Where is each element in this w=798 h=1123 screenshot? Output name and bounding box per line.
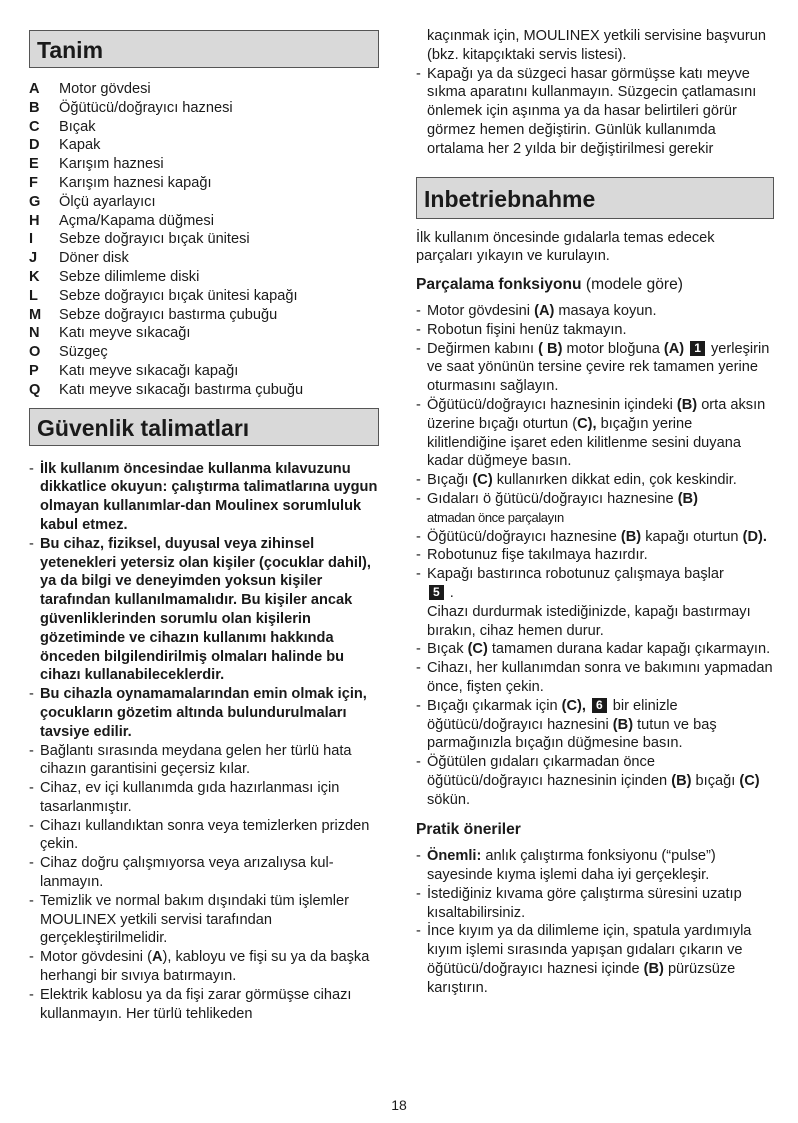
legend-key: B bbox=[29, 99, 40, 116]
step-item: - Öğütücü/doğrayıcı haznesinin içindeki (B) orta aksın üzerine bıçağı oturtun (C), bıçağın yerine kilitlendiğine işaret eden kilitlenme sesini duyana kadar düğmeye basın. bbox=[416, 396, 766, 470]
legend-item bbox=[29, 287, 379, 306]
safety-item-bold-2: - Bu cihaz, fiziksel, duyusal veya zihinsel yetenekleri yetersiz olan kişiler (çocuklar dahil), ya da bilgi ve deneyimden yoksun kişiler tarafından kullanılmamalıdır. Bu kişiler ancak güvenliklerinden sorumlu olan kişilerin gözetiminde ve cihazın kullanımı hakkında önceden bilgilendirilmiş olmaları halinde bu cihazı kullanabileceklerdir. bbox=[29, 535, 371, 684]
guvenlik-heading: Güvenlik talimatları bbox=[29, 408, 379, 446]
safety-item-continued: kaçınmak için, MOULINEX yetkili servisine başvurun (bkz. kitapçıktaki servis listesi). bbox=[427, 28, 767, 63]
step-item: - Öğütücü/doğrayıcı haznesine (B) kapağı oturtun (D). bbox=[416, 528, 767, 545]
legend-item bbox=[29, 306, 379, 325]
tip-item: - Önemli: anlık çalıştırma fonksiyonu (“pulse”) sayesinde kıyma işlemi daha iyi gerçekleşir. bbox=[416, 848, 716, 884]
legend-key: K bbox=[29, 268, 40, 285]
safety-item: - Cihaz, ev içi kullanımda gıda hazırlanması için tasarlanmıştır. bbox=[29, 780, 340, 815]
safety-item: - Elektrik kablosu ya da fişi zarar görmüşse cihazı kullanmayın. Her türlü tehlikeden bbox=[29, 986, 352, 1022]
legend-label: Katı meyve sıkacağı bbox=[59, 325, 191, 342]
figure-ref-badge: 1 bbox=[690, 341, 705, 356]
parcalama-list bbox=[416, 302, 774, 810]
legend-label: Döner disk bbox=[59, 250, 129, 267]
legend-item bbox=[29, 118, 379, 137]
step-item: - Bıçağı çıkarmak için (C), 6 bir elinizle öğütücü/doğrayıcı haznesini (B) tutun ve baş parmağınızla bıçağın düğmesine basın. bbox=[416, 697, 717, 752]
step-item: - Bıçak (C) tamamen durana kadar kapağı çıkarmayın. bbox=[416, 641, 771, 658]
legend-label: Karışım haznesi bbox=[59, 156, 164, 173]
figure-ref-badge: 5 bbox=[429, 585, 444, 600]
pratik-heading: Pratik öneriler bbox=[416, 821, 521, 839]
safety-item-bold-1: - İlk kullanım öncesindae kullanma kılavuzunu dikkatlice okuyun: çalıştırma talimatlarına uygun olmayan kullanımlar-dan Moulinex sorumluluk kabul etmez. bbox=[29, 460, 378, 533]
left-column bbox=[29, 0, 379, 1023]
safety-list bbox=[29, 460, 379, 1024]
legend-label: Katı meyve sıkacağı kapağı bbox=[59, 362, 239, 379]
legend-label: Motor gövdesi bbox=[59, 81, 151, 97]
legend-key: I bbox=[29, 231, 34, 248]
legend-label: Ölçü ayarlayıcı bbox=[59, 193, 156, 210]
page-number: 18 bbox=[391, 1097, 407, 1113]
safety-item: - Kapağı ya da süzgeci hasar görmüşse katı meyve sıkma aparatını kullanmayın. Süzgecin çatlamasını önlemek için aşınma ya da hasar belirtileri görür görmez hemen değiştirin. Günlük kullanımda ortalama her 2 yılda bir değiştirilmesi gerekir bbox=[416, 65, 757, 157]
step-item: - Cihazı, her kullanımdan sonra ve bakımını yapmadan önce, fişten çekin. bbox=[416, 660, 773, 695]
legend-item bbox=[29, 136, 379, 155]
legend-key: Q bbox=[29, 381, 41, 398]
inbetrieb-heading: Inbetriebnahme bbox=[416, 177, 774, 219]
legend-label: Sebze doğrayıcı bastırma çubuğu bbox=[59, 306, 278, 323]
legend-key: H bbox=[29, 212, 40, 229]
figure-ref-badge: 6 bbox=[592, 698, 607, 713]
safety-item: - Cihaz doğru çalışmıyorsa veya arızalıysa kul-lanmayın. bbox=[29, 855, 334, 891]
step-item: - Öğütülen gıdaları çıkarmadan önce öğütücü/doğrayıcı haznesinin içinden (B) bıçağı (C) sökün. bbox=[416, 754, 760, 808]
step-item: - Değirmen kabını ( B) motor bloğuna (A) 1 yerleşirin ve saat yönünün tersine çevire rek tamamen yerine oturmasını sağlayın. bbox=[416, 340, 770, 395]
legend-label: Öğütücü/doğrayıcı haznesi bbox=[59, 99, 233, 116]
step-item: - Robotun fişini henüz takmayın. bbox=[416, 321, 627, 338]
legend-key: G bbox=[29, 193, 41, 210]
legend-key: E bbox=[29, 156, 39, 173]
parcalama-heading: Parçalama fonksiyonu (modele göre) bbox=[416, 276, 683, 294]
legend-item bbox=[29, 99, 379, 118]
safety-item: - Temizlik ve normal bakım dışındaki tüm işlemler MOULINEX yetkili servisi tarafından gerçekleştirilmelidir. bbox=[29, 892, 349, 947]
safety-item-bold-3: - Bu cihazla oynamamalarından emin olmak için, çocukların gözetim altında bulundurulmaları tavsiye edilir. bbox=[29, 686, 367, 740]
legend-key: J bbox=[29, 250, 38, 267]
legend-label: Kapak bbox=[59, 137, 101, 154]
legend-key: L bbox=[29, 287, 38, 304]
legend-key: A bbox=[29, 81, 40, 97]
legend-label: Sebze dilimleme diski bbox=[59, 268, 200, 285]
legend-item bbox=[29, 193, 379, 212]
legend-item bbox=[29, 155, 379, 174]
safety-item: - Cihazı kullandıktan sonra veya temizlerken prizden çekin. bbox=[29, 817, 370, 853]
legend-key: F bbox=[29, 174, 38, 191]
legend-label: Açma/Kapama düğmesi bbox=[59, 212, 214, 229]
legend-item bbox=[29, 268, 379, 287]
legend-key: O bbox=[29, 344, 41, 361]
inbetrieb-intro: İlk kullanım öncesinde gıdalarla temas edecek parçaları yıkayın ve kurulayın. bbox=[416, 229, 715, 265]
stop-note: Cihazı durdurmak istediğinizde, kapağı bastırmayı bırakın, cihaz hemen durur. bbox=[427, 603, 751, 639]
legend-item bbox=[29, 381, 379, 400]
legend-key: P bbox=[29, 362, 39, 379]
tanim-heading: Tanim bbox=[29, 30, 379, 68]
legend-key: N bbox=[29, 325, 40, 342]
step-item: - Motor gövdesini (A) masaya koyun. bbox=[416, 302, 657, 319]
legend-label: Karışım haznesi kapağı bbox=[59, 174, 212, 191]
legend-item bbox=[29, 324, 379, 343]
safety-list-continued bbox=[416, 27, 774, 159]
legend-label: Sebze doğrayıcı bıçak ünitesi bbox=[59, 231, 250, 248]
legend-item bbox=[29, 343, 379, 362]
legend-item bbox=[29, 212, 379, 231]
legend-key: D bbox=[29, 137, 40, 154]
legend-item bbox=[29, 249, 379, 268]
legend-label: Bıçak bbox=[59, 118, 96, 135]
step-item: - Kapağı bastırınca robotunuz çalışmaya başlar 5 . bbox=[416, 566, 724, 601]
tip-item: - İstediğiniz kıvama göre çalıştırma süresini uzatıp kısaltabilirsiniz. bbox=[416, 885, 742, 921]
legend-label: Sebze doğrayıcı bıçak ünitesi kapağı bbox=[59, 287, 298, 304]
tip-item: - İnce kıyım ya da dilimleme için, spatula yardımıyla kıyım işlemi sırasında yapışan gıdaları çıkarın ve öğütücü/doğrayıcı haznesi içinde (B) pürüzsüze karıştırın. bbox=[416, 923, 752, 996]
legend-label: Süzgeç bbox=[59, 344, 108, 361]
parts-legend bbox=[29, 80, 379, 400]
legend-label: Katı meyve sıkacağı bastırma çubuğu bbox=[59, 381, 304, 398]
safety-item: - Bağlantı sırasında meydana gelen her türlü hata cihazın garantisini geçersiz kılar. bbox=[29, 742, 352, 778]
step-item: - Robotunuz fişe takılmaya hazırdır. bbox=[416, 547, 648, 564]
legend-item bbox=[29, 80, 379, 99]
legend-item bbox=[29, 174, 379, 193]
step-item: - Gıdaları ö ğütücü/doğrayıcı haznesine (B) atmadan önce parçalayın bbox=[416, 490, 698, 525]
safety-item: - Motor gövdesini (A), kabloyu ve fişi su ya da başka herhangi bir sıvıya batırmayın. bbox=[29, 949, 370, 985]
pratik-list bbox=[416, 847, 774, 997]
legend-key: M bbox=[29, 306, 42, 323]
legend-item bbox=[29, 230, 379, 249]
right-column bbox=[416, 0, 774, 998]
legend-item bbox=[29, 362, 379, 381]
step-item: - Bıçağı (C) kullanırken dikkat edin, çok keskindir. bbox=[416, 472, 737, 489]
legend-key: C bbox=[29, 118, 40, 135]
